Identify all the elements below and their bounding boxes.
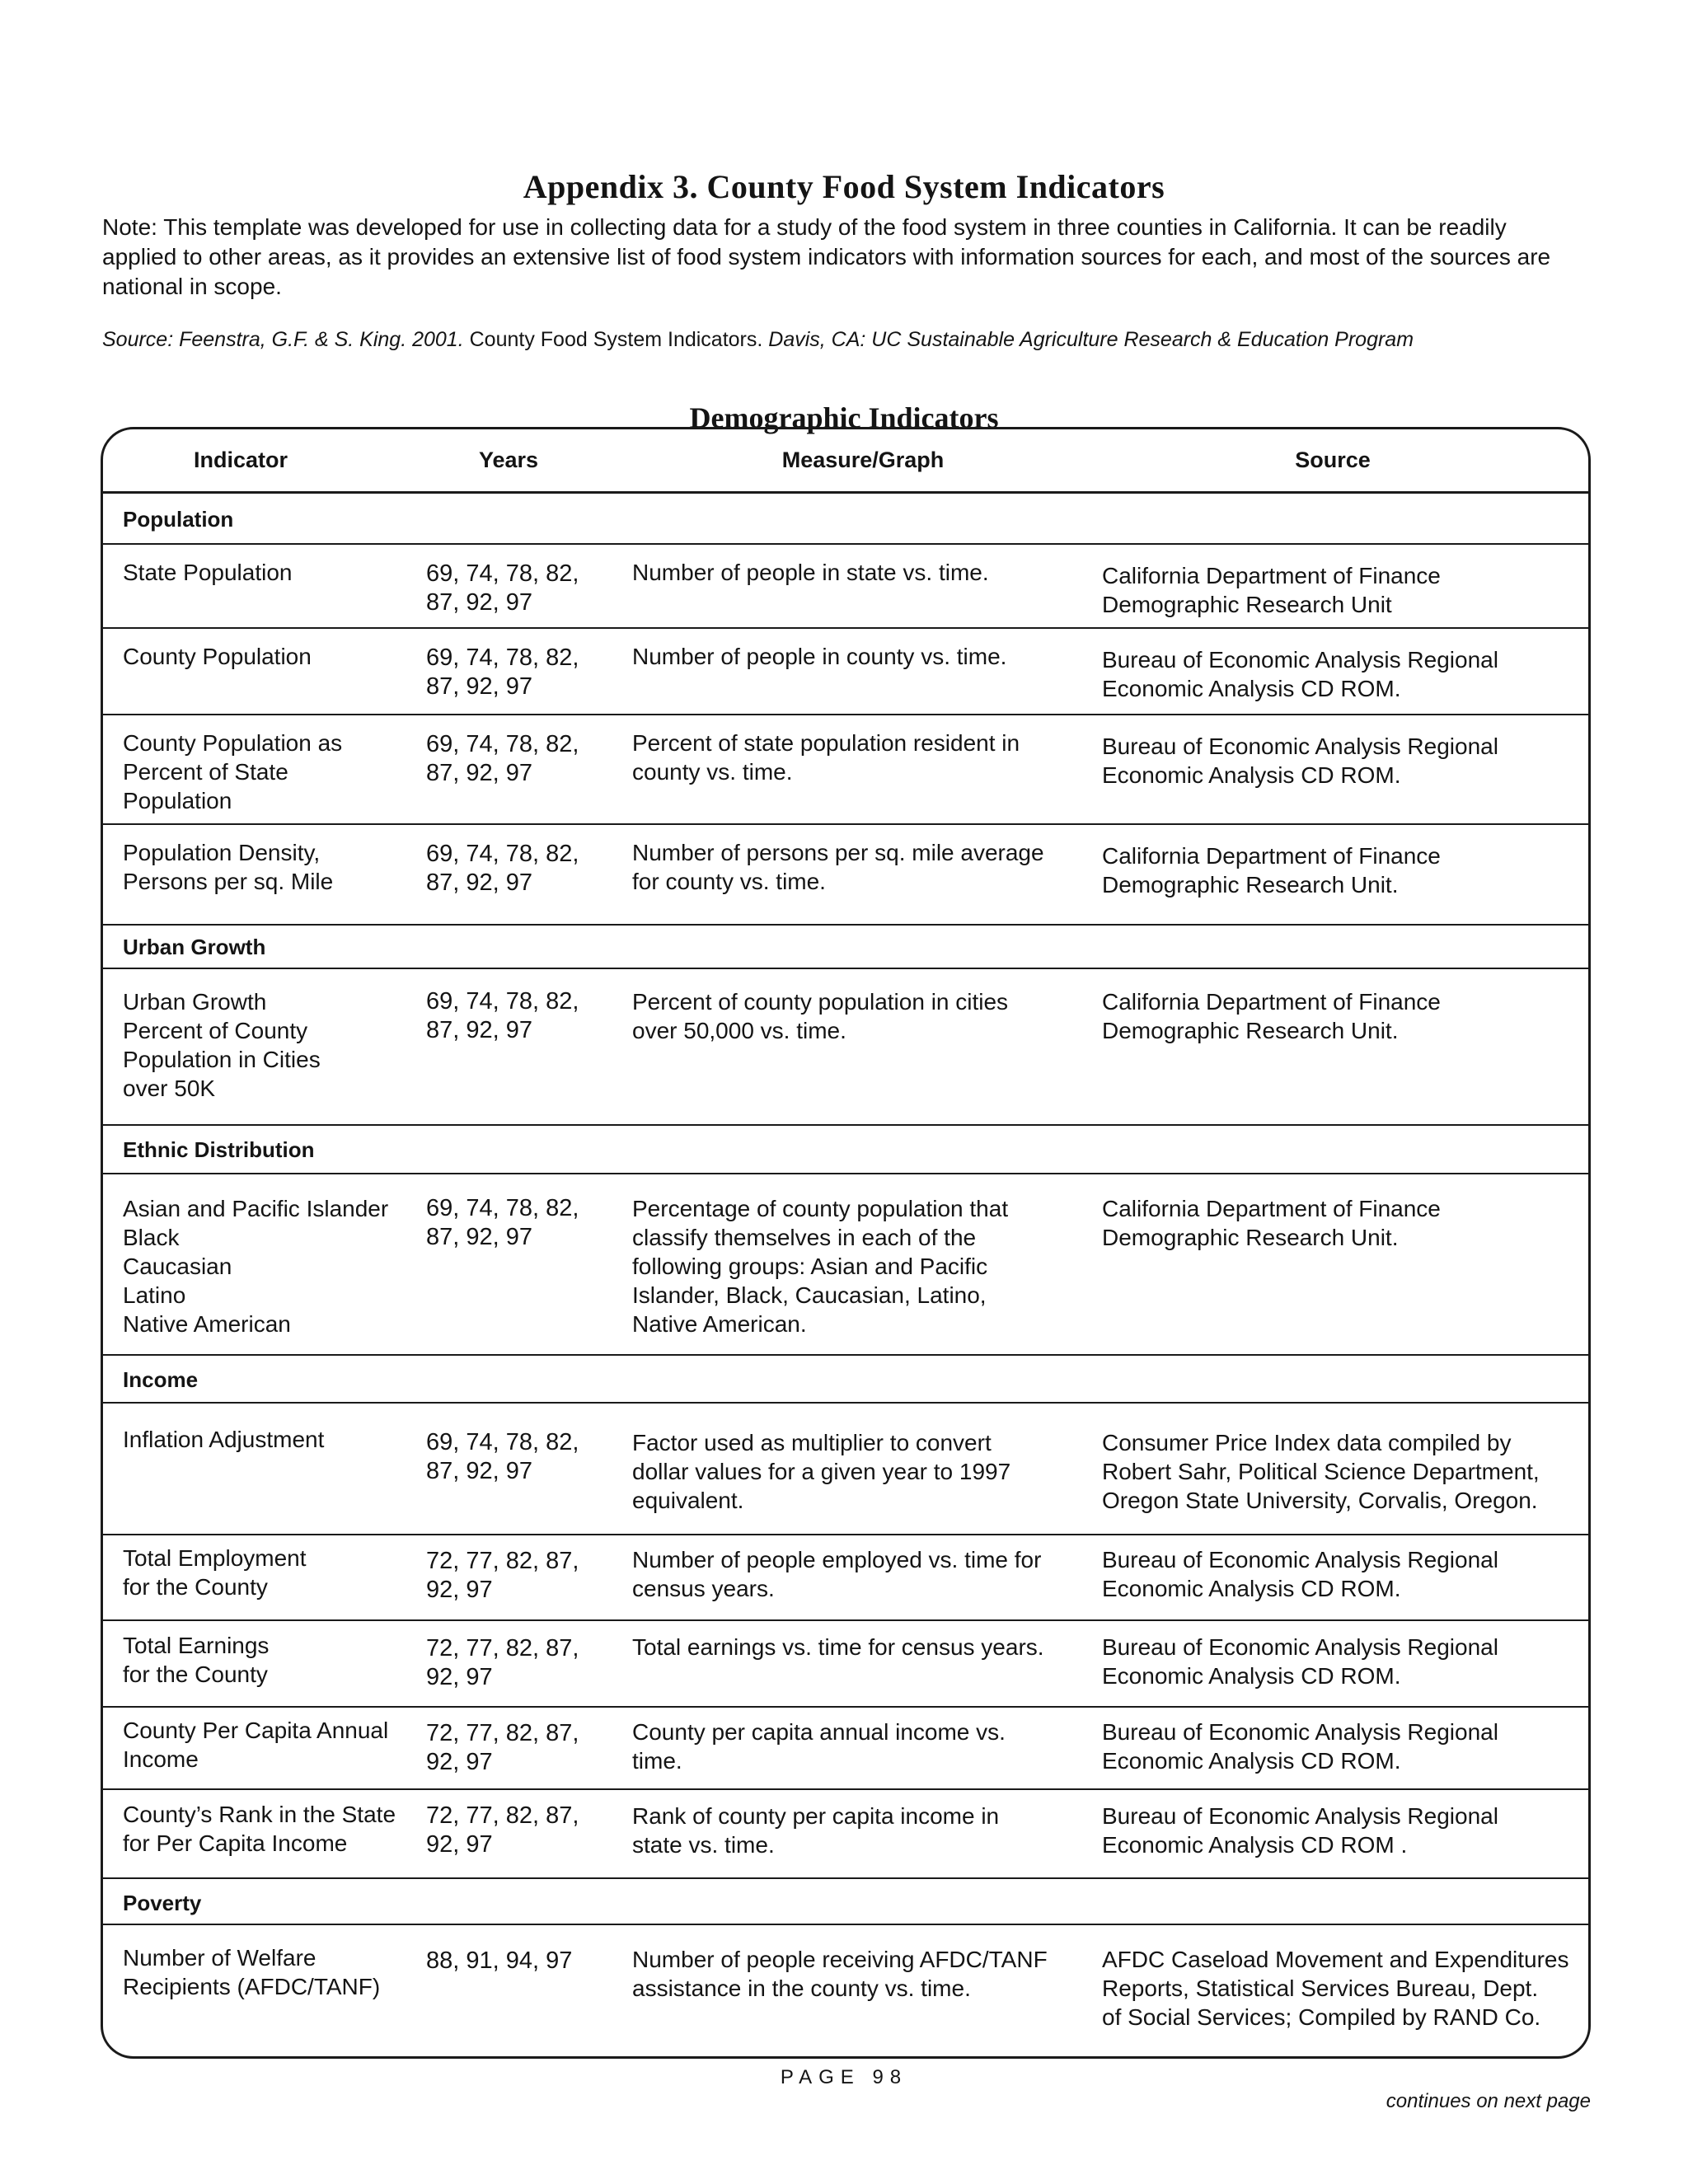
- table-row: [103, 825, 1588, 926]
- section-row-poverty: [103, 1879, 1588, 1925]
- source-cell: California Department of Finance Demographic Research Unit.: [1102, 843, 1441, 898]
- section-row-ethnic: [103, 1126, 1588, 1174]
- years-cell: 69, 74, 78, 82, 87, 92, 97: [426, 1195, 579, 1250]
- measure-cell: Number of persons per sq. mile average for county vs. time.: [632, 840, 1044, 894]
- table-header: [103, 429, 1588, 494]
- measure-cell: Factor used as multiplier to convert dollar values for a given year to 1997 equivalent.: [632, 1430, 1011, 1513]
- table-row: [103, 715, 1588, 825]
- indicator-cell: County Per Capita Annual Income: [123, 1718, 389, 1772]
- section-label: Urban Growth: [123, 935, 266, 959]
- indicator-cell: Urban Growth Percent of County Population in Cities over 50K: [123, 989, 321, 1101]
- section-row-population: [103, 494, 1588, 545]
- section-label: Poverty: [123, 1891, 202, 1915]
- table-row: [103, 1621, 1588, 1708]
- section-label: Population: [123, 507, 234, 532]
- indicator-cell: County Population as Percent of State Population: [123, 730, 343, 813]
- measure-cell: Rank of county per capita income in state vs. time.: [632, 1803, 1000, 1858]
- section-row-urban-growth: [103, 926, 1588, 969]
- years-cell: 72, 77, 82, 87, 92, 97: [426, 1802, 579, 1858]
- measure-cell: Number of people employed vs. time for census years.: [632, 1547, 1042, 1601]
- table-row: [103, 1790, 1588, 1879]
- page-number: PAGE 98: [780, 2066, 908, 2088]
- measure-cell: Number of people in state vs. time.: [632, 560, 989, 585]
- section-row-income: [103, 1356, 1588, 1404]
- source-citation: [102, 326, 1602, 353]
- years-cell: 69, 74, 78, 82, 87, 92, 97: [426, 560, 579, 616]
- measure-cell: Percent of state population resident in county vs. time.: [632, 730, 1020, 785]
- table-row: [103, 969, 1588, 1126]
- indicator-cell: Number of Welfare Recipients (AFDC/TANF): [123, 1945, 381, 1999]
- source-cell: Consumer Price Index data compiled by Robert Sahr, Political Science Department, Oregon State University, Corvalis, Oregon.: [1102, 1430, 1540, 1513]
- indicator-cell: Total Employment for the County: [123, 1545, 307, 1600]
- indicator-cell: State Population: [123, 560, 293, 585]
- indicator-cell: Inflation Adjustment: [123, 1427, 325, 1452]
- indicator-cell: Asian and Pacific Islander Black Caucasian Latino Native American: [123, 1196, 389, 1337]
- table-row: [103, 629, 1588, 715]
- indicator-cell: County Population: [123, 644, 312, 669]
- source-cell: California Department of Finance Demographic Research Unit.: [1102, 989, 1441, 1043]
- measure-cell: Percentage of county population that classify themselves in each of the following groups: Asian and Pacific Islander, Black, Caucasian, Latino, Native American.: [632, 1196, 1009, 1337]
- measure-cell: Percent of county population in cities over 50,000 vs. time.: [632, 989, 1009, 1043]
- source-cell: California Department of Finance Demographic Research Unit: [1102, 563, 1441, 617]
- source-work: County Food System Indicators.: [463, 328, 769, 351]
- table-row: [103, 1404, 1588, 1535]
- indicators-table: [101, 427, 1591, 2059]
- measure-cell: Number of people in county vs. time.: [632, 644, 1007, 669]
- years-cell: 72, 77, 82, 87, 92, 97: [426, 1548, 579, 1603]
- source-cell: Bureau of Economic Analysis Regional Economic Analysis CD ROM.: [1102, 1634, 1498, 1689]
- years-cell: 69, 74, 78, 82, 87, 92, 97: [426, 988, 579, 1043]
- section-label: Income: [123, 1367, 199, 1392]
- source-cell: Bureau of Economic Analysis Regional Economic Analysis CD ROM .: [1102, 1803, 1498, 1858]
- page-title: Appendix 3. County Food System Indicators: [523, 167, 1165, 205]
- years-cell: 72, 77, 82, 87, 92, 97: [426, 1720, 579, 1775]
- years-cell: 69, 74, 78, 82, 87, 92, 97: [426, 841, 579, 896]
- indicator-cell: County’s Rank in the State for Per Capita Income: [123, 1802, 396, 1856]
- source-cell: California Department of Finance Demographic Research Unit.: [1102, 1196, 1441, 1250]
- measure-cell: County per capita annual income vs. time.: [632, 1719, 1006, 1774]
- years-cell: 69, 74, 78, 82, 87, 92, 97: [426, 731, 579, 786]
- section-label: Ethnic Distribution: [123, 1137, 315, 1162]
- years-cell: 69, 74, 78, 82, 87, 92, 97: [426, 644, 579, 700]
- table-row: [103, 1925, 1588, 2049]
- continues-note: continues on next page: [1386, 2090, 1591, 2112]
- measure-cell: Number of people receiving AFDC/TANF assistance in the county vs. time.: [632, 1947, 1048, 2001]
- indicator-cell: Population Density, Persons per sq. Mile: [123, 840, 334, 894]
- table-row: [103, 1535, 1588, 1621]
- note-paragraph: Note: This template was developed for use in collecting data for a study of the food system in three counties in California. It can be readily applied to other areas, as it provides an extensive list of food system indicators with information sources for each, and most of the sources are national in scope.: [102, 214, 1551, 299]
- table-row: [103, 1708, 1588, 1790]
- source-cell: Bureau of Economic Analysis Regional Economic Analysis CD ROM.: [1102, 733, 1498, 788]
- source-cell: Bureau of Economic Analysis Regional Economic Analysis CD ROM.: [1102, 1547, 1498, 1601]
- years-cell: 72, 77, 82, 87, 92, 97: [426, 1635, 579, 1690]
- header-years: Years: [478, 448, 539, 472]
- years-cell: 69, 74, 78, 82, 87, 92, 97: [426, 1429, 579, 1484]
- source-cell: Bureau of Economic Analysis Regional Economic Analysis CD ROM.: [1102, 647, 1498, 701]
- measure-cell: Total earnings vs. time for census years.: [632, 1634, 1044, 1660]
- source-publisher: Davis, CA: UC Sustainable Agriculture Research & Education Program: [768, 328, 1414, 351]
- header-measure: Measure/Graph: [781, 448, 945, 472]
- source-cell: Bureau of Economic Analysis Regional Economic Analysis CD ROM.: [1102, 1719, 1498, 1774]
- section-title: Demographic Indicators: [689, 401, 999, 434]
- source-cell: AFDC Caseload Movement and Expenditures Reports, Statistical Services Bureau, Dept. of Social Services; Compiled by RAND Co.: [1102, 1947, 1569, 2030]
- table-row: [103, 1174, 1588, 1356]
- table-row: [103, 545, 1588, 629]
- years-cell: 88, 91, 94, 97: [426, 1947, 573, 1974]
- indicator-cell: Total Earnings for the County: [123, 1633, 270, 1687]
- header-indicator: Indicator: [193, 448, 288, 472]
- source-authors: Source: Feenstra, G.F. & S. King. 2001.: [102, 328, 464, 351]
- header-source: Source: [1295, 448, 1371, 472]
